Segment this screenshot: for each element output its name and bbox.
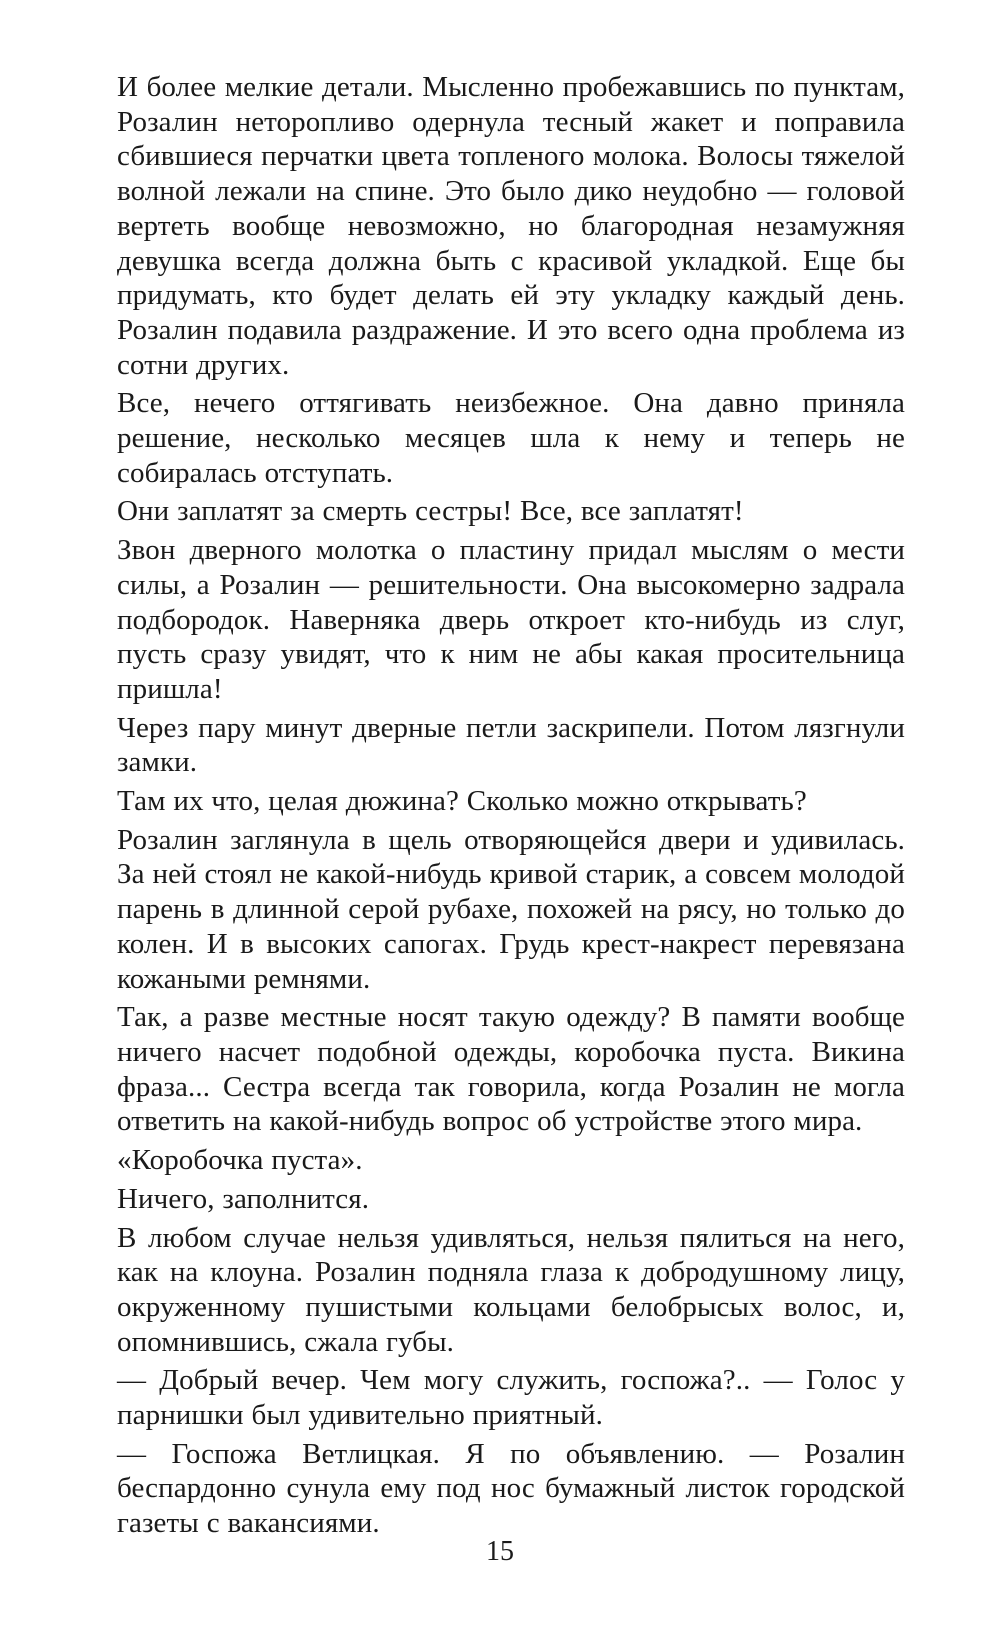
- paragraph-12: — Добрый вечер. Чем могу служить, госпожа?.. — Голос у парнишки был удивительно приятный.: [117, 1364, 905, 1432]
- paragraph-7: Розалин заглянула в щель отворяющейся двери и удивилась. За ней стоял не какой-нибудь кривой старик, а совсем молодой парень в длинной серой рубахе, похожей на рясу, но только до колен. И в высоких сапогах. Грудь крест-накрест перевязана кожаными ремнями.: [117, 823, 905, 995]
- paragraph-10: Ничего, заполнится.: [117, 1182, 370, 1215]
- page-text: [117, 70, 905, 1541]
- paragraph-9: «Коробочка пуста».: [117, 1144, 363, 1177]
- paragraph-5: Через пару минут дверные петли заскрипели. Потом лязгнули замки.: [117, 711, 905, 779]
- page-number: 15: [486, 1536, 514, 1567]
- paragraph-3: Они заплатят за смерть сестры! Все, все заплатят!: [117, 495, 744, 528]
- paragraph-1: И более мелкие детали. Мысленно пробежавшись по пунктам, Розалин неторопливо одернула тесный жакет и поправила сбившиеся перчатки цвета топленого молока. Волосы тяжелой волной лежали на спине. Это было дико неудобно — головой вертеть вообще невозможно, но благородная незамужняя девушка всегда должна быть с красивой укладкой. Еще бы придумать, кто будет делать ей эту укладку каждый день. Розалин подавила раздражение. И это всего одна проблема из сотни других.: [117, 71, 905, 381]
- paragraph-2: Все, нечего оттягивать неизбежное. Она давно приняла решение, несколько месяцев шла к нему и теперь не собиралась отступать.: [117, 387, 905, 489]
- paragraph-6: Там их что, целая дюжина? Сколько можно открывать?: [117, 785, 807, 818]
- paragraph-8: Так, а разве местные носят такую одежду? В памяти вообще ничего насчет подобной одежды, коробочка пуста. Викина фраза... Сестра всегда так говорила, когда Розалин не могла ответить на какой-нибудь вопрос об устройстве этого мира.: [117, 1001, 905, 1138]
- paragraph-4: Звон дверного молотка о пластину придал мыслям о мести силы, а Розалин — решительности. Она высокомерно задрала подбородок. Наверняка дверь откроет кто-нибудь из слуг, пусть сразу увидят, что к ним не абы какая просительница пришла!: [117, 534, 905, 705]
- paragraph-11: В любом случае нельзя удивляться, нельзя пялиться на него, как на клоуна. Розалин подняла глаза к добродушному лицу, окруженному пушистыми кольцами белобрысых волос, и, опомнившись, сжала губы.: [117, 1221, 905, 1358]
- paragraph-13: — Госпожа Ветлицкая. Я по объявлению. — Розалин беспардонно сунула ему под нос бумажный листок городской газеты с вакансиями.: [117, 1437, 905, 1540]
